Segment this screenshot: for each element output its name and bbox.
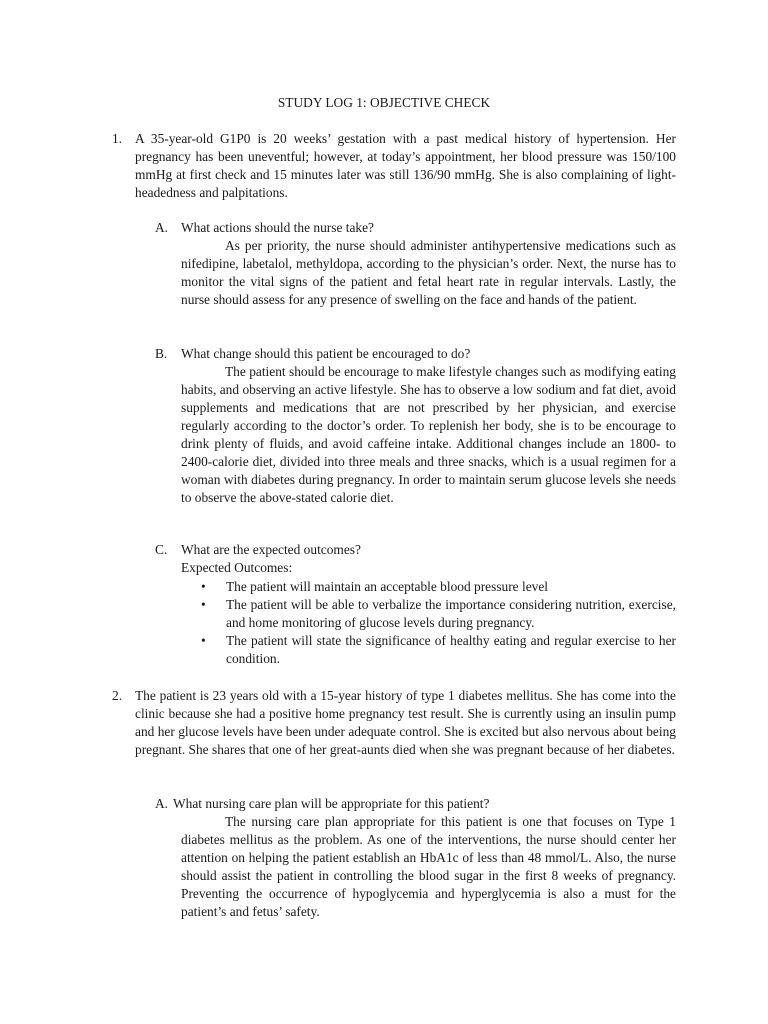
part-label: C. bbox=[155, 542, 168, 557]
bullet-icon: • bbox=[201, 597, 206, 612]
bullet-icon: • bbox=[201, 633, 206, 648]
part-label: A. bbox=[155, 796, 169, 811]
part-question: What change should this patient be encouraged to do? bbox=[181, 346, 471, 361]
question-number: 1. bbox=[112, 131, 123, 146]
list-item bbox=[181, 632, 676, 668]
part-question: What are the expected outcomes? bbox=[181, 542, 361, 557]
expected-outcomes-heading: Expected Outcomes: bbox=[181, 560, 293, 575]
list-item-text: The patient will maintain an acceptable blood pressure level bbox=[226, 579, 548, 594]
question-text: The patient is 23 years old with a 15-year history of type 1 diabetes mellitus. She has come into the clinic because she had a positive home pregnancy test result. She is currently using an insulin pump and her glucose levels have been under adequate control. She is excited but also nervous about being pregnant. She shares that one of her great-aunts died when she was pregnant because of her diabetes. bbox=[135, 688, 676, 757]
part-question: What actions should the nurse take? bbox=[181, 220, 374, 235]
list-item-text: The patient will state the significance of healthy eating and regular exercise to her condition. bbox=[226, 633, 676, 666]
question-text: A 35-year-old G1P0 is 20 weeks’ gestation with a past medical history of hypertension. Her pregnancy has been uneventful; however, at today’s appointment, her blood pressure was 150/100 mmHg at first check and 15 minutes later was still 136/90 mmHg. She is also complaining of light-headedness and palpitations. bbox=[135, 131, 676, 200]
answer-paragraph: The nursing care plan appropriate for this patient is one that focuses on Type 1 diabetes mellitus as the problem. As one of the interventions, the nurse should center her attention on helping the patient establish an HbA1c of less than 48 mmol/L. Also, the nurse should assist the patient in controlling the blood sugar in the first 8 weeks of pregnancy. Preventing the occurrence of hypoglycemia and hyperglycemia is also a must for the patient’s and fetus’ safety. bbox=[181, 814, 676, 919]
part-question: What nursing care plan will be appropriate for this patient? bbox=[173, 796, 490, 811]
expected-outcomes-list bbox=[181, 578, 676, 668]
part-label: A. bbox=[155, 220, 169, 235]
bullet-icon: • bbox=[201, 579, 206, 594]
list-item bbox=[181, 578, 676, 596]
part-label: B. bbox=[155, 346, 168, 361]
page-title: STUDY LOG 1: OBJECTIVE CHECK bbox=[277, 95, 491, 110]
question-number: 2. bbox=[112, 688, 123, 703]
answer-paragraph: The patient should be encourage to make lifestyle changes such as modifying eating habits, and observing an active lifestyle. She has to observe a low sodium and fat diet, avoid supplements and medications that are not prescribed by her physician, and exercise regularly according to the doctor’s order. To replenish her body, she is to be encourage to drink plenty of fluids, and avoid caffeine intake. Additional changes include an 1800- to 2400-calorie diet, divided into three meals and three snacks, which is a usual regimen for a woman with diabetes during pregnancy. In order to maintain serum glucose levels she needs to observe the above-stated calorie diet. bbox=[181, 364, 676, 505]
answer-paragraph: As per priority, the nurse should administer antihypertensive medications such as nifedipine, labetalol, methyldopa, according to the physician’s order. Next, the nurse has to monitor the vital signs of the patient and fetal heart rate in regular intervals. Lastly, the nurse should assess for any presence of swelling on the face and hands of the patient. bbox=[181, 238, 676, 307]
list-item bbox=[181, 596, 676, 632]
list-item-text: The patient will be able to verbalize the importance considering nutrition, exercise, and home monitoring of glucose levels during pregnancy. bbox=[226, 597, 676, 630]
